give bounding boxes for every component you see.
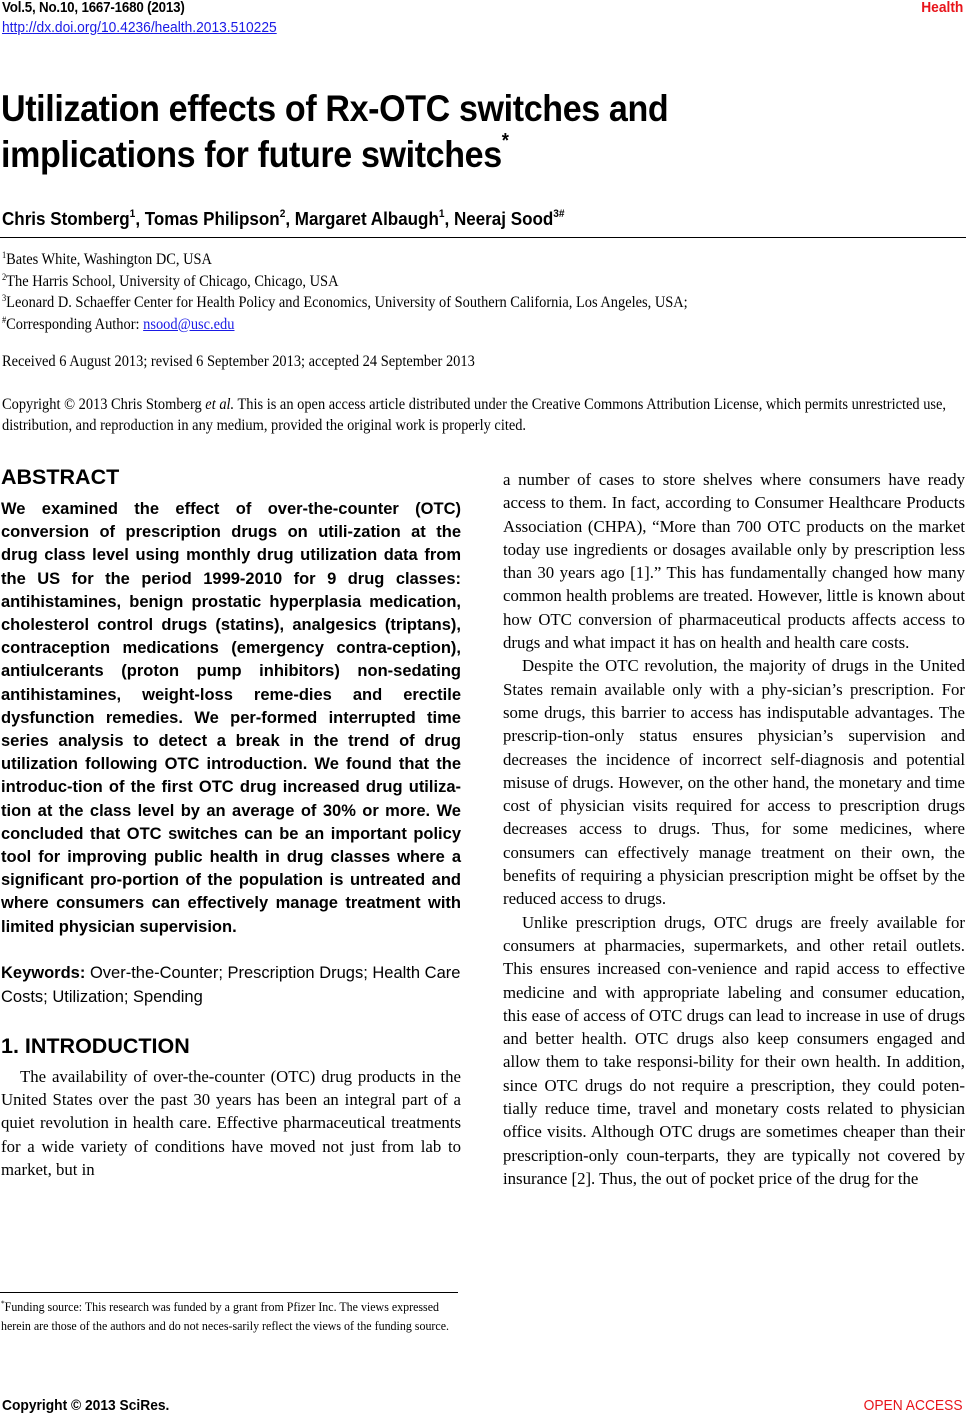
author-affiliation-mark: 1 [438,208,445,220]
title-line-2: implications for future switches [1,134,502,175]
affiliation-list [2,249,688,335]
paper-title [1,86,668,178]
journal-name: Health [920,0,963,16]
affiliation-text: The Harris School, University of Chicago, Chicago, USA [6,272,339,290]
journal-reference: Vol.5, No.10, 1667-1680 (2013) [2,0,185,16]
affiliation-text: Leonard D. Schaeffer Center for Health Policy and Economics, University of Southern California, Los Angeles, USA; [6,294,688,311]
license-text: This is an open access article distributed under the Creative Commons Attribution License, which permits unrestricted use, distribution, and reproduction in any medium, provided the original work is properly cited. [2,396,947,434]
left-column [1,462,461,1181]
keywords-label: Keywords: [1,963,86,982]
right-column [503,468,965,1190]
open-access-label: OPEN ACCESS [864,1397,963,1414]
author-name: Margaret Albaugh [294,208,439,229]
affiliation-mark: 1 [2,250,7,260]
et-al: et al. [205,396,235,413]
abstract-text: We examined the effect of over-the-counter (OTC) conversion of prescription drugs on utili-zation at the drug class level using monthly drug utilization data from the US for the period 1999-2010 for 9 drug classes: antihistamines, benign prostatic hyperplasia medication, cholesterol control drugs (statins), analgesics (triptans), contraception medications (emergency contra-ception), antiulcerants (proton pump inhibitors) non-sedating antihistamines, weight-loss reme-dies and erectile dysfunction remedies. We per-formed interrupted time series analysis to detect a break in the trend of drug utilization following OTC introduction. We found that the introduc-tion of the first OTC drug increased drug utiliza-tion at the class level by an average of 30% or more. We concluded that OTC switches can be an important policy tool for improving public health in drug classes where a significant pro-portion of the population is untreated and where consumers can effectively manage treatment with limited physician supervision. [1,500,461,936]
footnote-divider [0,1292,458,1293]
introduction-text-left [1,1065,461,1181]
paragraph: The availability of over-the-counter (OTC) drug products in the United States over the past 30 years has been an integral part of a quiet revolution in health care. Effective pharmaceutical treatments for a wide variety of conditions have moved not just from lab to market, but in [1,1066,461,1180]
doi-link[interactable]: http://dx.doi.org/10.4236/health.2013.510225 [2,19,277,36]
paragraph: Unlike prescription drugs, OTC drugs are freely available for consumers at pharmacies, supermarkets, and other retail outlets. This ensures increased con-venience and rapid access to effective medicine and with appropriate labeling and consumer education, this ease of access of OTC drugs can lead to increase in use of drugs and better health. OTC drugs also keep consumers engaged and allow them to take responsi-bility for their own health. In addition, since OTC drugs do not require a prescription, they could poten-tially reduce time, travel and monetary costs related to physician office visits. Although OTC drugs are sometimes cheaper than their prescription-only coun-terparts, they are typically not covered by insurance [2]. Thus, the out of pocket price of the drug for the [503,912,965,1188]
affiliation-mark: 3 [2,293,7,303]
introduction-heading: 1. INTRODUCTION [1,1033,190,1058]
footnote-text: Funding source: This research was funded by a grant from Pfizer Inc. The views expressed herein are those of the authors and do not neces-sarily reflect the views of the funding source. [1,1299,450,1333]
author-affiliation-mark: 3# [553,208,565,220]
copyright-notice [2,395,962,436]
footnote-mark: * [1,1299,5,1308]
keywords-list: Over-the-Counter; Prescription Drugs; Health Care Costs; Utilization; Spending [1,963,461,1006]
title-footnote-mark: * [501,130,509,152]
affiliation-item [2,271,688,293]
author-name: Neeraj Sood [453,208,554,229]
paragraph: Despite the OTC revolution, the majority of drugs in the United States remain available only with a phy-sician’s prescription. For some drugs, this barrier to access has indisputable advantages. The prescrip-tion-only status ensures physician’s supervision and decreases the incidence of incorrect self-diagnosis and potential misuse of drugs. However, on the other hand, the monetary and time cost of physician visits required for access to prescription drugs decreases access to drugs. Thus, for some medicines, where consumers can effectively manage treatment on their own, the benefits of requiring a physician prescription might be offset by the reduced access to drugs. [503,656,965,909]
email-link[interactable]: nsood@usc.edu [143,315,235,333]
author-list: Chris Stomberg$^1$, Tomas Philipson$^2$, Margaret Albaugh$^1$, Neeraj Sood$^{3\#}$ [2,208,565,229]
author-name: Tomas Philipson [144,208,280,229]
title-line-1: Utilization effects of Rx-OTC switches and [1,88,669,129]
paragraph: a number of cases to store shelves where consumers have ready access to them. In fact, according to Consumer Healthcare Products Association (CHPA), “More than 700 OTC products on the market today use ingredients or dosages available only by prescription less than 30 years ago [1].” This has fundamentally changed how many common health problems are treated. However, little is known about how OTC conversion of pharmaceutical products affects access to drugs and what impact it has on health and health care costs. [503,470,965,653]
affiliation-item [2,249,688,271]
header-divider [0,237,966,238]
corresponding-author [2,314,688,336]
affiliation-item [2,292,688,314]
abstract-heading: ABSTRACT [1,465,120,489]
author-affiliation-mark: 1 [129,208,136,220]
funding-footnote [1,1297,461,1335]
keywords [1,961,461,1009]
received-dates: Received 6 August 2013; revised 6 September 2013; accepted 24 September 2013 [2,353,475,370]
footer-copyright: Copyright © 2013 SciRes. [2,1397,170,1414]
affiliation-mark: 2 [2,271,7,282]
affiliation-mark: # [2,314,7,325]
copyright-text: Copyright © 2013 Chris Stomberg [2,396,206,413]
author-affiliation-mark: 2 [279,208,286,220]
author-name: Chris Stomberg [2,208,130,229]
affiliation-text: Bates White, Washington DC, USA [6,251,212,268]
corresponding-author-label: Corresponding Author: [6,315,144,333]
